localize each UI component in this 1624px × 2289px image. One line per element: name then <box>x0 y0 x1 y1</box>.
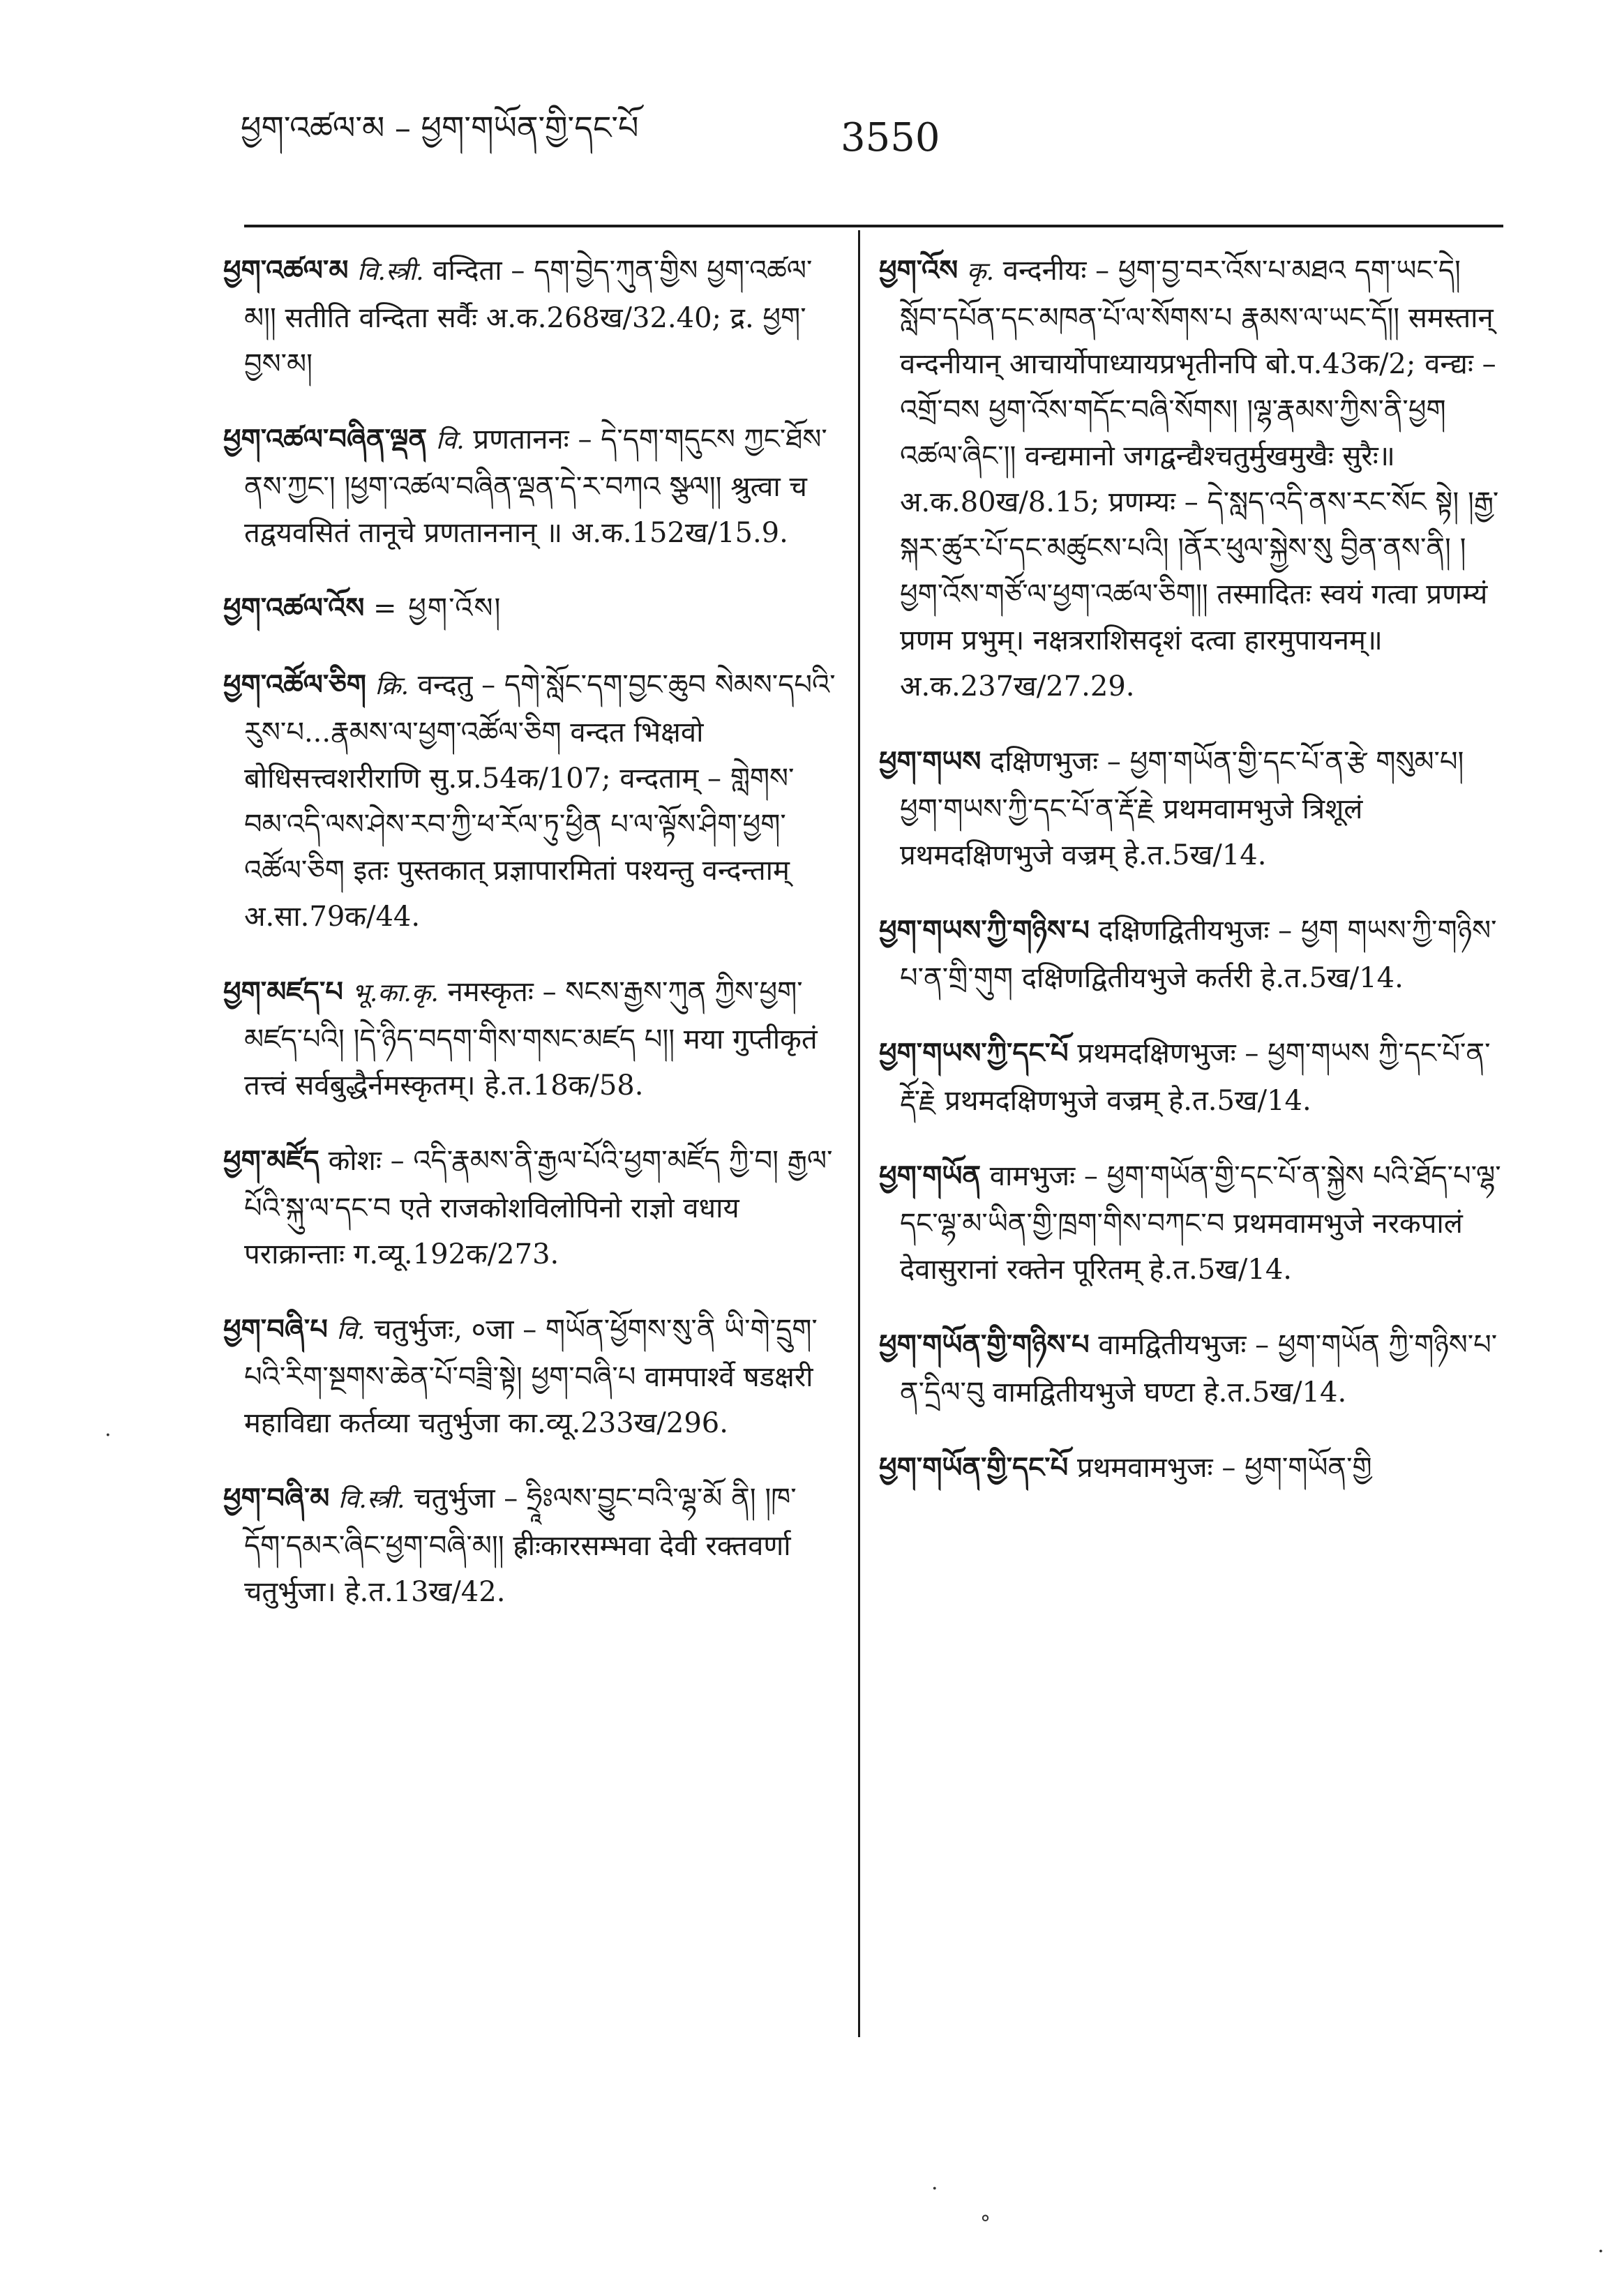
entry-text: दक्षिणभुजः – ཕྱག་གཡོན་གྱི་དང་པོ་ན་རྩེ གསུམ་པ། ཕྱག་གཡས་ཀྱི་དང་པོ་ན་རྡོ་རྗེ प्रथमवामभुजे त्रिशूलं प्रथमदक्षिणभुजे वज्रम् हे.त.5ख/14. <box>900 746 1464 871</box>
headword: ཕྱག་གཡོན <box>879 1159 982 1192</box>
running-head: ཕྱག་འཚལ་མ – ཕྱག་གཡོན་གྱི་དང་པོ <box>241 109 639 147</box>
headword: ཕྱག་མཛད་པ <box>223 975 343 1008</box>
entry-text: वन्दतु – དགེ་སློང་དག་བྱང་ཆུབ སེམས་དཔའི་རུས་པ...རྣམས་ལ་ཕྱག་འཚོལ་ཅིག वन्दत भिक्षवो बोधिसत्त्वशरीराणि सु.प्र.54क/107; वन्दताम् – གླེགས་བམ་འདི་ལས་ཤེས་རབ་ཀྱི་ཕ་རོལ་ཏུ་ཕྱིན པ་ལ་ལྟོས་ཤིག་ཕྱག་འཚོལ་ཅིག इतः पुस्तकात् प्रज्ञापारमितां पश्यन्तु वन्दन्ताम् अ.सा.79क/44. <box>244 669 836 933</box>
entry-text: प्रथमवामभुजः – ཕྱག་གཡོན་གྱི <box>1077 1452 1372 1484</box>
dictionary-entry <box>223 416 837 556</box>
headword: ཕྱག་འཚལ་བཞིན་ལྡན <box>223 423 428 456</box>
scan-speck: ° <box>980 2212 991 2236</box>
headword: ཕྱག་བཞི་མ <box>223 1482 330 1515</box>
entry-text: नमस्कृतः – སངས་རྒྱས་ཀུན ཀྱིས་ཕྱག་མཛད་པའི། །དེ་ཉིད་བདག་གིས་གསང་མཛད པ།། मया गुप्तीकृतं तत्त्वं सर्वबुद्धैर्नमस्कृतम्। हे.त.18क/58. <box>244 976 818 1102</box>
dictionary-entry <box>879 1445 1507 1492</box>
dictionary-entry <box>879 1322 1507 1416</box>
dictionary-entry <box>223 1476 837 1615</box>
dictionary-entry <box>223 662 837 940</box>
page-number: 3550 <box>841 115 940 160</box>
dictionary-entry <box>879 1153 1507 1293</box>
entry-text: चतुर्भुजा – ཧྲཱིཿལས་བྱུང་བའི་ལྷ་མོ ནི། །ཁ་དོག་དམར་ཞིང་ཕྱག་བཞི་མ།། ह्रीःकारसम्भवा देवी रक्तवर्णा चतुर्भुजा। हे.त.13ख/42. <box>244 1483 797 1608</box>
entry-text: प्रथमदक्षिणभुजः – ཕྱག་གཡས ཀྱི་དང་པོ་ན་རྡོ་རྗེ प्रथमदक्षिणभुजे वज्रम् हे.त.5ख/14. <box>900 1037 1491 1117</box>
headword: ཕྱག་འོས <box>879 254 958 287</box>
headword: ཕྱག་མཛོད <box>223 1144 319 1177</box>
dictionary-entry <box>879 1030 1507 1124</box>
cross-reference: = ཕྱག་འོས། <box>373 592 502 624</box>
headword: ཕྱག་འཚོལ་ཅིག <box>223 668 366 701</box>
headword: ཕྱག་བཞི་པ <box>223 1313 328 1346</box>
headword: ཕྱག་གཡོན་གྱི་གཉིས་པ <box>879 1328 1090 1361</box>
dictionary-entry <box>223 585 837 633</box>
entry-text: चतुर्भुजः, ०जा – གཡོན་ཕྱོགས་སུ་ནི ཡི་གེ་དྲུག་པའི་རིག་སྔགས་ཆེན་པོ་བཟྲི་སྟེ། ཕྱག་བཞི་པ वामपार्श्वे षडक्षरी महाविद्या कर्तव्या चतुर्भुजा का.व्यू.233ख/296. <box>244 1314 818 1439</box>
entry-text: दक्षिणद्वितीयभुजः – ཕྱག གཡས་ཀྱི་གཉིས་པ་ན་གྲི་གུག दक्षिणद्वितीयभुजे कर्तरी हे.त.5ख/14. <box>900 915 1497 994</box>
dictionary-entry <box>223 1138 837 1277</box>
scan-speck: · <box>105 1423 112 1448</box>
grammar-label: भू.का.कृ. <box>352 979 439 1007</box>
dictionary-entry <box>879 908 1507 1001</box>
grammar-label: क्रि. <box>375 672 409 700</box>
header-rule <box>244 225 1503 227</box>
entry-text: वामद्वितीयभुजः – ཕྱག་གཡོན ཀྱི་གཉིས་པ་ན་དྲིལ་བུ वामद्वितीयभुजे घण्टा हे.त.5ख/14. <box>900 1329 1498 1409</box>
dictionary-entry <box>223 1307 837 1446</box>
dictionary-entry <box>879 739 1507 878</box>
grammar-label: वि.स्त्री. <box>357 257 424 286</box>
headword: ཕྱག་གཡས <box>879 745 982 778</box>
grammar-label: वि. <box>435 426 465 455</box>
scan-speck: · <box>931 2177 938 2201</box>
dictionary-entry <box>223 248 837 387</box>
headword: ཕྱག་འཚལ་འོས <box>223 592 365 624</box>
headword: ཕྱག་གཡས་ཀྱི་དང་པོ <box>879 1037 1069 1070</box>
column-divider <box>858 230 860 2037</box>
headword: ཕྱག་གཡས་ཀྱི་གཉིས་པ <box>879 914 1090 947</box>
left-column <box>223 248 837 1644</box>
grammar-label: कृ. <box>966 257 995 286</box>
headword: ཕྱག་འཚལ་མ <box>223 254 349 287</box>
right-column <box>879 248 1507 1522</box>
dictionary-entry <box>223 969 837 1109</box>
entry-text: कोशः – འདི་རྣམས་ནི་རྒྱལ་པོའི་ཕྱག་མཛོད ཀྱི་བ། རྒྱལ་པོའི་སྐུ་ལ་དང་བ एते राजकोशविलोपिनो राज्ञो वधाय पराक्रान्ताः ग.व्यू.192क/273. <box>244 1145 833 1270</box>
entry-text: वामभुजः – ཕྱག་གཡོན་གྱི་དང་པོ་ན་སྐྱེས པའི་ཐོད་པ་ལྷ་དང་ལྷ་མ་ཡིན་གྱི་ཁྲག་གིས་བཀང་བ प्रथमवामभुजे नरकपालं देवासुरानां रक्तेन पूरितम् हे.त.5ख/14. <box>900 1160 1501 1286</box>
scan-speck: · <box>1597 2239 1604 2264</box>
dictionary-entry <box>879 248 1507 710</box>
entry-text: प्रणताननः – དེ་དག་གདུངས ཀྱང་ཐོས་ནས་ཀྱང་། །ཕྱག་འཚལ་བཞིན་ལྡན་དེ་ར་བཀའ སྩལ།། श्रुत्वा च तद्वयवसितं तानूचे प्रणताननान् ॥ अ.क.152ख/15.9. <box>244 423 827 549</box>
entry-text: वन्दिता – དག་བྱེད་ཀུན་གྱིས ཕྱག་འཚལ་མ།། सतीति वन्दिता सर्वैः अ.क.268ख/32.40; द्र. ཕྱག་བྱས་མ། <box>244 255 813 380</box>
headword: ཕྱག་གཡོན་གྱི་དང་པོ <box>879 1451 1069 1484</box>
grammar-label: वि. <box>336 1316 366 1345</box>
grammar-label: वि.स्त्री. <box>338 1485 405 1514</box>
entry-text: वन्दनीयः – ཕྱག་བྱ་བར་འོས་པ་མཐའ དག་ཡང་དེ། སློབ་དཔོན་དང་མཁན་པོ་ལ་སོགས་པ རྣམས་ལ་ཡང་དོ།། समस्तान् वन्दनीयान् आचार्योपाध्यायप्रभृतीनपि बो.प.43क/2; वन्द्यः – འགྲོ་བས ཕྱག་འོས་གདོང་བཞི་སོགས། །ལྷ་རྣམས་ཀྱིས་ནི་ཕྱག འཚལ་ཞིང་།། वन्द्यमानो जगद्वन्द्यैश्चतुर्मुखमुखैः सुरैः॥ अ.क.80ख/8.15; प्रणम्यः – དེ་སླད་འདི་ནས་རང་སོང སྟེ། །རྒྱ་སྐར་ཚུར་པོ་དང་མཚུངས་པའི། །ནོར་ཕུལ་སྐྱེས་སུ བྱིན་ནས་ནི། །ཕྱག་འོས་གཙོ་ལ་ཕྱག་འཚལ་ཅིག།། तस्मादितः स्वयं गत्वा प्रणम्यं प्रणम प्रभुम्। नक्षत्रराशिसदृशं दत्वा हारमुपायनम्॥ अ.क.237ख/27.29. <box>900 255 1499 703</box>
